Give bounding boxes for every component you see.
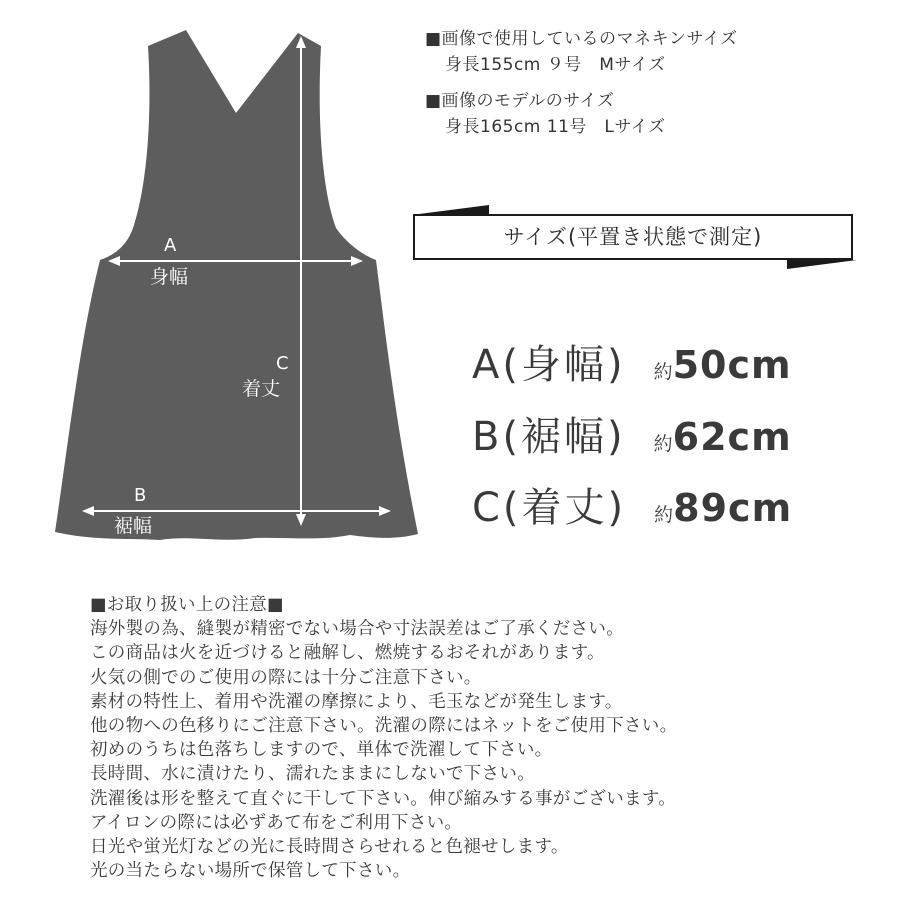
measurement-c — [472, 476, 793, 531]
care-notes — [90, 593, 677, 883]
measurement-b-value: 62cm — [672, 415, 792, 459]
banner-flag-bottom — [787, 260, 857, 269]
measurement-b-approx: 約 — [653, 433, 673, 455]
measurement-a — [472, 333, 792, 388]
measurement-c-label: C(着丈) — [472, 485, 627, 531]
care-note-line: 初めのうちは色落ちしますので、単体で洗濯して下さい。 — [90, 740, 553, 761]
measurement-a-value: 50cm — [672, 343, 792, 387]
mannequin-detail: 身長155cm ９号 Mサイズ — [445, 55, 666, 75]
apron-illustration — [0, 0, 430, 560]
care-note-line: 火気の側でのご使用の際には十分ご注意下さい。 — [90, 667, 482, 688]
apron-silhouette — [55, 30, 418, 540]
mannequin-heading: ■画像で使用しているのマネキンサイズ — [425, 29, 738, 49]
banner-title: サイズ(平置き状態で測定) — [503, 225, 763, 249]
label-a-letter: A — [164, 235, 177, 256]
care-note-line: 海外製の為、縫製が精密でない場合や寸法誤差はご了承ください。 — [90, 619, 624, 640]
mannequin-size-info — [425, 26, 738, 78]
label-c-name: 着丈 — [242, 378, 281, 400]
banner-flag-top — [419, 205, 489, 214]
measurement-a-approx: 約 — [653, 361, 673, 383]
measurement-b — [472, 405, 792, 460]
care-note-line: 他の物への色移りにご注意下さい。洗濯の際にはネットをご使用下さい。 — [90, 716, 678, 737]
measurement-c-approx: 約 — [654, 504, 674, 526]
care-note-line: 洗濯後は形を整えて直ぐに干して下さい。伸び縮みする事がございます。 — [90, 788, 676, 809]
label-b-letter: B — [134, 485, 147, 506]
measurement-b-label: B(裾幅) — [472, 414, 626, 460]
measurement-c-value: 89cm — [673, 486, 793, 530]
label-a-name: 身幅 — [150, 266, 189, 288]
model-detail: 身長165cm 11号 Lサイズ — [445, 117, 666, 137]
label-b-name: 裾幅 — [114, 515, 153, 537]
care-notes-title: ■お取り扱い上の注意■ — [90, 595, 284, 615]
model-size-info — [425, 88, 666, 140]
care-note-line: 光の当たらない場所で保管して下さい。 — [90, 861, 411, 882]
care-note-line: 素材の特性上、着用や洗濯の摩擦により、毛玉などが発生します。 — [90, 691, 623, 712]
label-c-letter: C — [276, 353, 289, 374]
size-banner — [413, 214, 857, 266]
model-heading: ■画像のモデルのサイズ — [425, 91, 615, 111]
care-note-line: 長時間、水に漬けたり、濡れたままにしないで下さい。 — [90, 764, 535, 785]
care-note-line: アイロンの際には必ずあて布をご利用下さい。 — [90, 812, 463, 833]
care-note-line: この商品は火を近づけると融解し、燃焼するおそれがあります。 — [90, 643, 605, 664]
measurement-a-label: A(身幅) — [472, 342, 626, 388]
care-note-line: 日光や蛍光灯などの光に長時間さらせれると色褪せします。 — [90, 837, 569, 858]
